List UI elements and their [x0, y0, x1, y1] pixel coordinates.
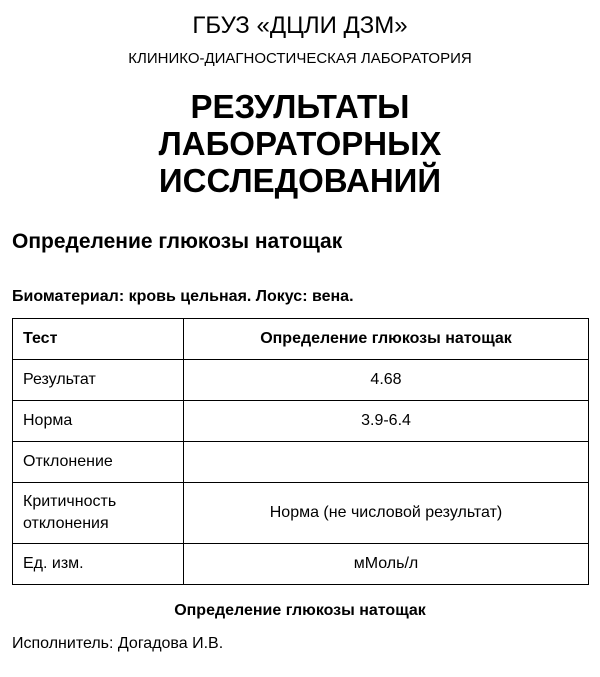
row-label: Результат	[13, 360, 184, 401]
row-label: Ед. изм.	[13, 544, 184, 585]
table-row	[13, 442, 589, 483]
header-cell-test: Тест	[13, 319, 184, 360]
document-title-line: ИССЛЕДОВАНИЙ	[158, 162, 442, 199]
laboratory-name: КЛИНИКО-ДИАГНОСТИЧЕСКАЯ ЛАБОРАТОРИЯ	[128, 50, 472, 67]
organization-name: ГБУЗ «ДЦЛИ ДЗМ»	[192, 12, 408, 39]
row-value: 4.68	[184, 360, 589, 401]
row-label: Норма	[13, 401, 184, 442]
row-value: 3.9-6.4	[184, 401, 589, 442]
row-label: Отклонение	[13, 442, 184, 483]
document-title	[0, 88, 600, 199]
footer-test-title: Определение глюкозы натощак	[174, 602, 426, 619]
header-cell-test-name: Определение глюкозы натощак	[184, 319, 589, 360]
results-table	[12, 318, 589, 585]
row-value: Норма (не числовой результат)	[184, 483, 589, 544]
row-value	[184, 442, 589, 483]
executor-info: Исполнитель: Догадова И.В.	[12, 635, 224, 652]
document-title-line: ЛАБОРАТОРНЫХ	[158, 125, 442, 162]
results-table-header	[13, 319, 589, 360]
biomaterial-info: Биоматериал: кровь цельная. Локус: вена.	[12, 288, 354, 305]
table-row	[13, 401, 589, 442]
table-row	[13, 360, 589, 401]
test-heading: Определение глюкозы натощак	[12, 230, 343, 253]
table-row	[13, 483, 589, 544]
table-row	[13, 544, 589, 585]
row-label: Критичность отклонения	[13, 483, 184, 544]
row-value: мМоль/л	[184, 544, 589, 585]
document-title-line: РЕЗУЛЬТАТЫ	[190, 88, 410, 125]
